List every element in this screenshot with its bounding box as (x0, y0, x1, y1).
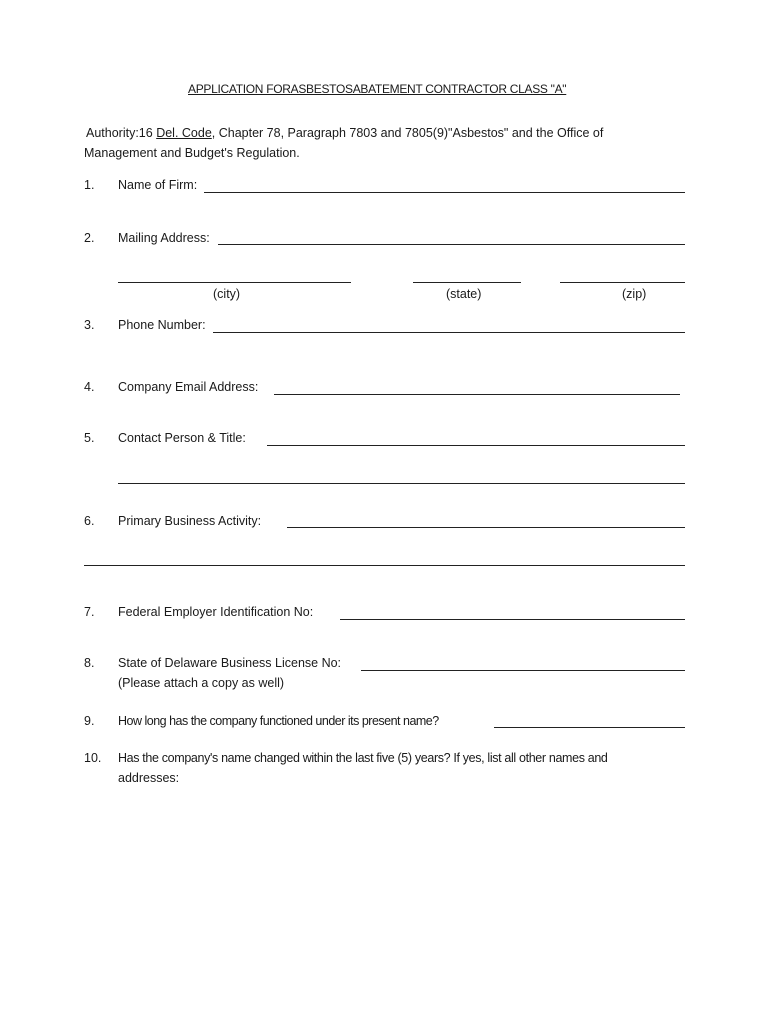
primary-business-activity-label: Primary Business Activity: (118, 514, 262, 528)
field-8-number: 8. (84, 656, 95, 670)
name-changed-label: Has the company's name changed within the last five (5) years? If yes, list all other names and (118, 751, 608, 765)
field-1-number: 1. (84, 178, 95, 192)
name-of-firm-label: Name of Firm: (118, 178, 198, 192)
primary-business-activity-field-line-2[interactable] (84, 565, 685, 566)
field-5-number: 5. (84, 431, 95, 445)
state-caption: (state) (446, 287, 482, 301)
federal-employer-id-field[interactable] (340, 619, 685, 620)
company-duration-field[interactable] (494, 727, 685, 728)
contact-person-field[interactable] (267, 445, 685, 446)
name-of-firm-field[interactable] (204, 192, 685, 193)
field-10-number: 10. (84, 751, 102, 765)
contact-person-label: Contact Person & Title: (118, 431, 246, 445)
state-field[interactable] (413, 282, 521, 283)
name-changed-label-line-2: addresses: (118, 771, 180, 785)
authority-prefix: Authority:16 (86, 126, 157, 140)
field-3-number: 3. (84, 318, 95, 332)
primary-business-activity-field[interactable] (287, 527, 685, 528)
authority-line-1 (86, 127, 603, 140)
field-2-number: 2. (84, 231, 95, 245)
business-license-note: (Please attach a copy as well) (118, 676, 285, 690)
mailing-address-label: Mailing Address: (118, 231, 210, 245)
field-7-number: 7. (84, 605, 95, 619)
company-email-label: Company Email Address: (118, 380, 259, 394)
field-4-number: 4. (84, 380, 95, 394)
city-caption: (city) (213, 287, 241, 301)
federal-employer-id-label: Federal Employer Identification No: (118, 605, 314, 619)
business-license-field[interactable] (361, 670, 685, 671)
field-6-number: 6. (84, 514, 95, 528)
zip-caption: (zip) (622, 287, 647, 301)
phone-number-field[interactable] (213, 332, 685, 333)
company-email-field[interactable] (274, 394, 680, 395)
phone-number-label: Phone Number: (118, 318, 206, 332)
city-field[interactable] (118, 282, 351, 283)
authority-suffix: , Chapter 78, Paragraph 7803 and 7805(9)"Asbestos" and the Office of (211, 126, 604, 140)
contact-person-field-line-2[interactable] (118, 483, 685, 484)
form-title: APPLICATION FORASBESTOSABATEMENT CONTRACTOR CLASS "A" (188, 82, 567, 96)
company-duration-label: How long has the company functioned under its present name? (118, 714, 439, 728)
zip-field[interactable] (560, 282, 685, 283)
mailing-address-field[interactable] (218, 244, 685, 245)
field-9-number: 9. (84, 714, 95, 728)
authority-line-2: Management and Budget's Regulation. (84, 146, 300, 160)
del-code-link[interactable]: Del. Code (156, 126, 212, 140)
business-license-label: State of Delaware Business License No: (118, 656, 342, 670)
